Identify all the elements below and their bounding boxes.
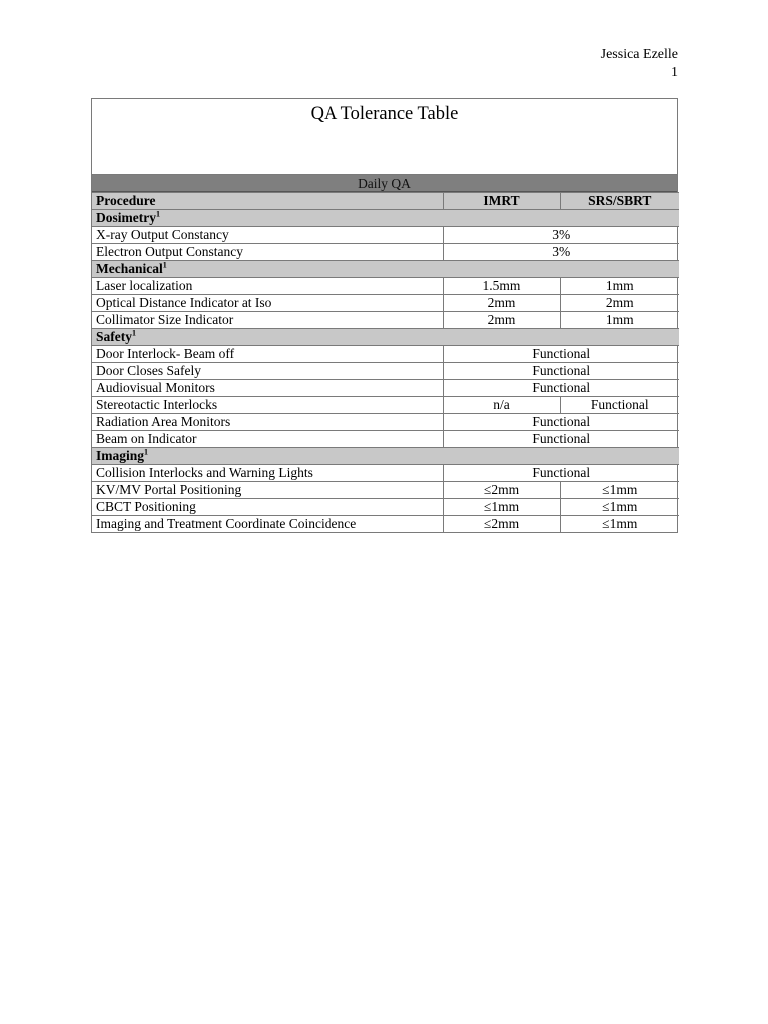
tolerance-cell-imrt: 2mm [443, 312, 560, 329]
tolerance-cell-imrt: ≤1mm [443, 499, 560, 516]
section-superscript: 1 [144, 447, 149, 457]
procedure-cell: CBCT Positioning [92, 499, 443, 516]
procedure-cell: Collision Interlocks and Warning Lights [92, 465, 443, 482]
section-name: Safety [96, 329, 132, 344]
procedure-cell: Imaging and Treatment Coordinate Coincidence [92, 516, 443, 533]
table-title: QA Tolerance Table [310, 104, 459, 124]
table-row [92, 227, 679, 244]
tolerance-cell-merged: Functional [443, 346, 679, 363]
section-row-safety [92, 329, 679, 346]
procedure-cell: KV/MV Portal Positioning [92, 482, 443, 499]
table-row [92, 482, 679, 499]
section-row-mechanical [92, 261, 679, 278]
table-row [92, 380, 679, 397]
procedure-cell: Audiovisual Monitors [92, 380, 443, 397]
tolerance-cell-merged: Functional [443, 380, 679, 397]
tolerance-cell-merged: Functional [443, 465, 679, 482]
qa-tolerance-table [91, 98, 678, 533]
author-name: Jessica Ezelle [600, 47, 678, 62]
tolerance-cell-srs-sbrt: ≤1mm [560, 482, 679, 499]
tolerance-cell-imrt: ≤2mm [443, 516, 560, 533]
tolerance-cell-merged: Functional [443, 414, 679, 431]
table-row [92, 465, 679, 482]
table-row [92, 397, 679, 414]
tolerance-cell-srs-sbrt: Functional [560, 397, 679, 414]
qa-grid [92, 192, 679, 532]
procedure-cell: Optical Distance Indicator at Iso [92, 295, 443, 312]
tolerance-cell-srs-sbrt: ≤1mm [560, 499, 679, 516]
table-row [92, 363, 679, 380]
section-superscript: 1 [162, 260, 167, 270]
table-title-area [92, 99, 677, 175]
table-row [92, 312, 679, 329]
procedure-cell: Laser localization [92, 278, 443, 295]
table-row [92, 431, 679, 448]
table-row [92, 516, 679, 533]
section-row-imaging [92, 448, 679, 465]
tolerance-cell-imrt: 1.5mm [443, 278, 560, 295]
procedure-cell: Beam on Indicator [92, 431, 443, 448]
tolerance-cell-imrt: 2mm [443, 295, 560, 312]
table-row [92, 295, 679, 312]
column-header-srs-sbrt: SRS/SBRT [560, 193, 679, 210]
tolerance-cell-merged: Functional [443, 363, 679, 380]
procedure-cell: Collimator Size Indicator [92, 312, 443, 329]
table-row [92, 278, 679, 295]
section-row-dosimetry [92, 210, 679, 227]
tolerance-cell-imrt: ≤2mm [443, 482, 560, 499]
tolerance-cell-imrt: n/a [443, 397, 560, 414]
page-number: 1 [671, 65, 678, 80]
tolerance-cell-srs-sbrt: ≤1mm [560, 516, 679, 533]
table-row [92, 244, 679, 261]
section-name: Mechanical [96, 261, 163, 276]
tolerance-cell-merged: 3% [443, 227, 679, 244]
procedure-cell: Door Interlock- Beam off [92, 346, 443, 363]
column-header-procedure: Procedure [92, 193, 443, 210]
tolerance-cell-srs-sbrt: 2mm [560, 295, 679, 312]
procedure-cell: Radiation Area Monitors [92, 414, 443, 431]
page-header [601, 46, 678, 82]
tolerance-cell-srs-sbrt: 1mm [560, 278, 679, 295]
procedure-cell: Door Closes Safely [92, 363, 443, 380]
section-superscript: 1 [132, 328, 136, 338]
table-row [92, 414, 679, 431]
procedure-cell: Electron Output Constancy [92, 244, 443, 261]
procedure-cell: Stereotactic Interlocks [92, 397, 443, 414]
tolerance-cell-srs-sbrt: 1mm [560, 312, 679, 329]
column-header-imrt: IMRT [443, 193, 560, 210]
section-name: Imaging [96, 448, 145, 463]
tolerance-cell-merged: Functional [443, 431, 679, 448]
table-row [92, 346, 679, 363]
daily-qa-banner: Daily QA [92, 175, 677, 192]
column-header-row [92, 193, 679, 210]
table-row [92, 499, 679, 516]
procedure-cell: X-ray Output Constancy [92, 227, 443, 244]
section-name: Dosimetry [96, 210, 156, 225]
section-superscript: 1 [155, 209, 160, 219]
tolerance-cell-merged: 3% [443, 244, 679, 261]
